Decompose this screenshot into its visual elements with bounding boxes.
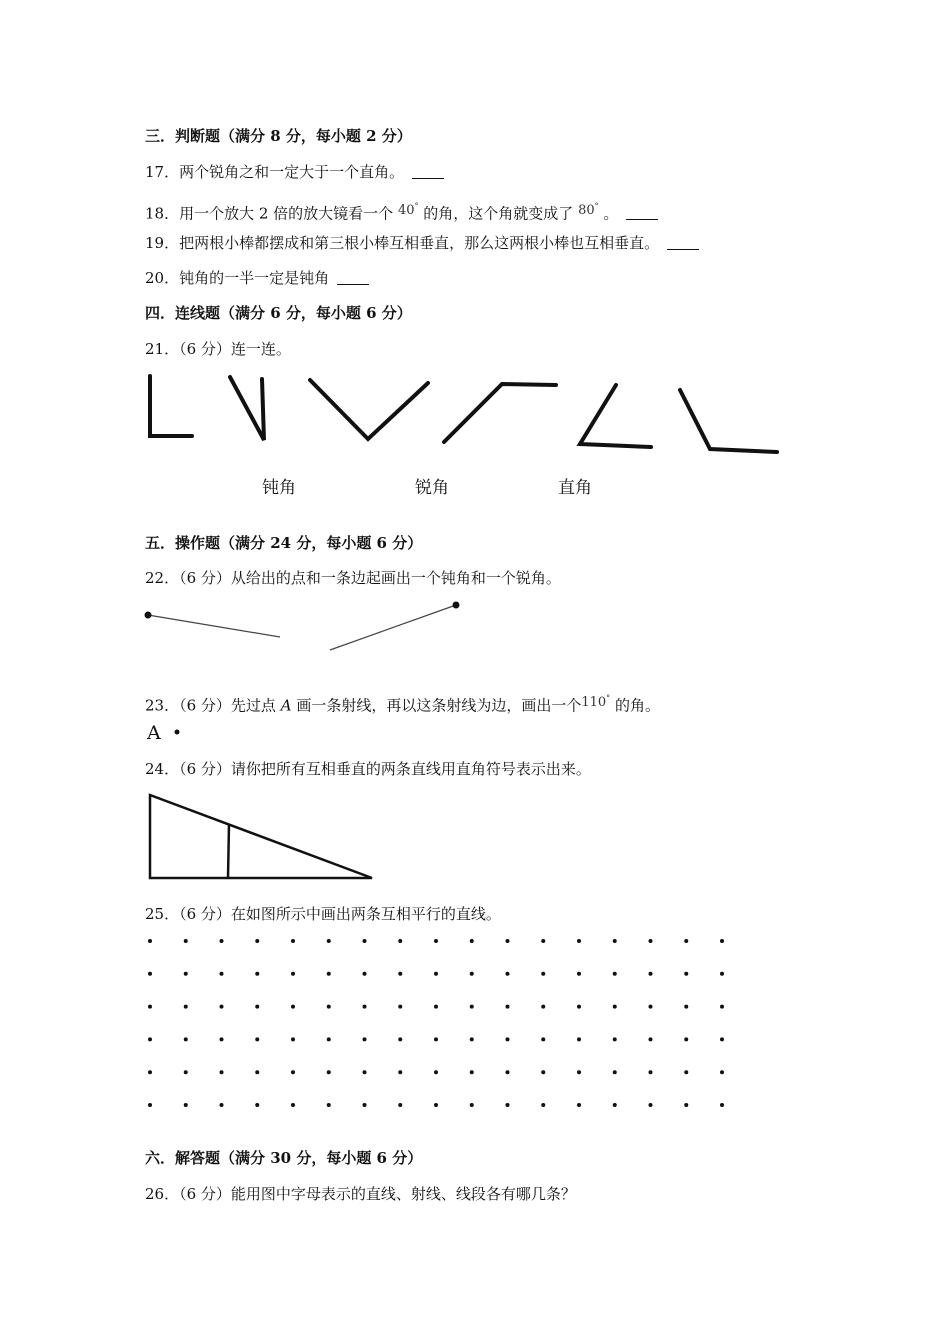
grid-dot[interactable] — [220, 972, 224, 976]
question-19 — [145, 233, 699, 253]
grid-dot[interactable] — [291, 1037, 295, 1041]
grid-dot[interactable] — [220, 1005, 224, 1009]
grid-dot[interactable] — [613, 1037, 617, 1041]
grid-dot[interactable] — [577, 972, 581, 976]
question-23-text-a: 23．（6 分）先过点 — [145, 696, 276, 715]
question-23-text-b: 画一条射线，再以这条射线为边，画出一个 — [296, 696, 582, 715]
grid-dot[interactable] — [541, 1103, 545, 1107]
question-17-text: 17．两个锐角之和一定大于一个直角。 — [145, 163, 405, 181]
grid-dot[interactable] — [470, 1103, 474, 1107]
angle-figure-right-2 — [310, 380, 428, 439]
grid-dot[interactable] — [577, 939, 581, 943]
question-20-text: 20．钝角的一半一定是钝角 — [145, 269, 330, 287]
section-heading-answer: 六．解答题（满分 30 分，每小题 6 分） — [145, 1149, 423, 1167]
grid-dot[interactable] — [148, 1005, 152, 1009]
grid-dot[interactable] — [148, 1103, 152, 1107]
grid-dot[interactable] — [327, 1037, 331, 1041]
given-edge-left — [148, 615, 280, 637]
question-17 — [145, 162, 444, 182]
grid-dot[interactable] — [684, 972, 688, 976]
grid-dot[interactable] — [148, 972, 152, 976]
grid-dot[interactable] — [506, 1070, 510, 1074]
grid-dot[interactable] — [220, 1037, 224, 1041]
question-22: 22．（6 分）从给出的点和一条边起画出一个钝角和一个锐角。 — [145, 569, 561, 587]
grid-dot[interactable] — [613, 972, 617, 976]
angle-110-degree: 110° — [581, 694, 611, 711]
grid-dot[interactable] — [577, 1070, 581, 1074]
grid-dot[interactable] — [255, 939, 259, 943]
grid-dot[interactable] — [363, 1070, 367, 1074]
grid-dot[interactable] — [541, 972, 545, 976]
grid-dot[interactable] — [398, 939, 402, 943]
point-a-dot — [172, 727, 182, 737]
grid-dot[interactable] — [184, 1005, 188, 1009]
grid-dot[interactable] — [291, 1005, 295, 1009]
grid-dot[interactable] — [148, 939, 152, 943]
grid-dot[interactable] — [363, 972, 367, 976]
grid-dot[interactable] — [398, 972, 402, 976]
grid-dot[interactable] — [327, 972, 331, 976]
grid-dot[interactable] — [613, 1005, 617, 1009]
grid-dot[interactable] — [220, 939, 224, 943]
grid-dot[interactable] — [649, 1005, 653, 1009]
grid-dot[interactable] — [506, 972, 510, 976]
angle-80-degree: 80° — [578, 202, 599, 219]
grid-dot[interactable] — [398, 1070, 402, 1074]
right-triangle — [150, 795, 372, 878]
grid-dot[interactable] — [649, 972, 653, 976]
grid-dot[interactable] — [434, 1070, 438, 1074]
question-20 — [145, 268, 369, 288]
grid-dot[interactable] — [684, 1037, 688, 1041]
given-point-right — [453, 602, 460, 609]
grid-dot[interactable] — [470, 939, 474, 943]
grid-dot[interactable] — [541, 1070, 545, 1074]
question-18-text-c: 。 — [603, 204, 619, 223]
angle-figure-acute-1 — [230, 377, 264, 440]
grid-dot[interactable] — [720, 1005, 724, 1009]
grid-dot[interactable] — [184, 1070, 188, 1074]
grid-dot[interactable] — [577, 1005, 581, 1009]
grid-dot[interactable] — [255, 1070, 259, 1074]
question-26: 26．（6 分）能用图中字母表示的直线、射线、线段各有哪几条？ — [145, 1185, 576, 1203]
triangle-figure — [0, 790, 950, 890]
question-23 — [145, 689, 660, 715]
grid-dot[interactable] — [470, 1005, 474, 1009]
section-heading-matching: 四．连线题（满分 6 分，每小题 6 分） — [145, 304, 412, 322]
grid-dot[interactable] — [649, 1037, 653, 1041]
grid-dot[interactable] — [398, 1037, 402, 1041]
grid-dot[interactable] — [184, 972, 188, 976]
grid-dot[interactable] — [148, 1070, 152, 1074]
grid-dot[interactable] — [541, 939, 545, 943]
grid-dot[interactable] — [434, 939, 438, 943]
grid-dot[interactable] — [363, 1103, 367, 1107]
grid-dot[interactable] — [327, 1005, 331, 1009]
grid-dot[interactable] — [649, 939, 653, 943]
grid-dot[interactable] — [327, 939, 331, 943]
grid-dot[interactable] — [684, 1070, 688, 1074]
grid-dot[interactable] — [649, 1070, 653, 1074]
grid-dot[interactable] — [398, 1103, 402, 1107]
grid-dot[interactable] — [184, 939, 188, 943]
grid-dot[interactable] — [148, 1037, 152, 1041]
grid-dot[interactable] — [327, 1070, 331, 1074]
dot-grid[interactable] — [0, 930, 950, 1110]
grid-dot[interactable] — [684, 1103, 688, 1107]
grid-dot[interactable] — [720, 1070, 724, 1074]
question-18-text-b: 的角，这个角就变成了 — [423, 204, 574, 223]
grid-dot[interactable] — [220, 1070, 224, 1074]
grid-dot[interactable] — [184, 1037, 188, 1041]
answer-blank-20[interactable] — [337, 270, 369, 285]
grid-dot[interactable] — [398, 1005, 402, 1009]
grid-dot[interactable] — [434, 1037, 438, 1041]
question-23-text-c: 的角。 — [614, 696, 660, 715]
section-heading-operation: 五．操作题（满分 24 分，每小题 6 分） — [145, 534, 423, 552]
grid-dot[interactable] — [506, 939, 510, 943]
angle-figure-obtuse-2 — [680, 390, 777, 452]
grid-dot[interactable] — [684, 1005, 688, 1009]
grid-dot[interactable] — [577, 1037, 581, 1041]
perpendicular-segment — [228, 824, 229, 878]
grid-dot[interactable] — [649, 1103, 653, 1107]
answer-blank-19[interactable] — [667, 235, 699, 250]
question-19-text: 19．把两根小棒都摆成和第三根小棒互相垂直，那么这两根小棒也互相垂直。 — [145, 234, 660, 252]
grid-dot[interactable] — [291, 939, 295, 943]
label-acute-angle: 锐角 — [415, 478, 449, 498]
grid-dot[interactable] — [434, 972, 438, 976]
grid-dot[interactable] — [184, 1103, 188, 1107]
label-obtuse-angle: 钝角 — [262, 478, 296, 498]
grid-dot[interactable] — [255, 972, 259, 976]
angle-figures — [0, 370, 950, 480]
grid-dot[interactable] — [506, 1037, 510, 1041]
grid-dot[interactable] — [720, 972, 724, 976]
question-18-text-a: 18．用一个放大 2 倍的放大镜看一个 — [145, 204, 394, 223]
grid-dot[interactable] — [327, 1103, 331, 1107]
grid-dot[interactable] — [255, 1005, 259, 1009]
grid-dot[interactable] — [363, 1005, 367, 1009]
angle-figure-obtuse-1 — [444, 384, 556, 442]
grid-dot[interactable] — [470, 1070, 474, 1074]
grid-dot[interactable] — [684, 939, 688, 943]
question-21: 21．（6 分）连一连。 — [145, 340, 291, 358]
label-right-angle: 直角 — [558, 478, 592, 498]
given-point-left — [145, 612, 152, 619]
grid-dot[interactable] — [613, 1103, 617, 1107]
grid-dot[interactable] — [255, 1103, 259, 1107]
grid-dot[interactable] — [255, 1037, 259, 1041]
answer-blank-18[interactable] — [626, 205, 658, 220]
question-25: 25．（6 分）在如图所示中画出两条互相平行的直线。 — [145, 905, 501, 923]
question-18 — [145, 197, 658, 223]
grid-dot[interactable] — [470, 972, 474, 976]
grid-dot[interactable] — [613, 939, 617, 943]
grid-dot[interactable] — [291, 1070, 295, 1074]
section-heading-judgement: 三．判断题（满分 8 分，每小题 2 分） — [145, 127, 412, 145]
angle-40-degree: 40° — [397, 202, 419, 219]
point-a-label: A — [147, 722, 161, 744]
grid-dot[interactable] — [720, 1037, 724, 1041]
given-edge-right — [330, 605, 456, 650]
grid-dot[interactable] — [577, 1103, 581, 1107]
grid-dot[interactable] — [363, 939, 367, 943]
grid-dot[interactable] — [720, 939, 724, 943]
question-22-figure — [0, 595, 950, 655]
angle-figure-right-1 — [150, 376, 192, 436]
grid-dot[interactable] — [291, 1103, 295, 1107]
grid-dot[interactable] — [363, 1037, 367, 1041]
grid-dot[interactable] — [720, 1103, 724, 1107]
grid-dot[interactable] — [506, 1103, 510, 1107]
grid-dot[interactable] — [541, 1037, 545, 1041]
grid-dot[interactable] — [220, 1103, 224, 1107]
grid-dot[interactable] — [470, 1037, 474, 1041]
point-a-label-inline: A — [280, 696, 292, 715]
grid-dot[interactable] — [291, 972, 295, 976]
grid-dot[interactable] — [434, 1005, 438, 1009]
grid-dot[interactable] — [434, 1103, 438, 1107]
question-24: 24．（6 分）请你把所有互相垂直的两条直线用直角符号表示出来。 — [145, 760, 591, 778]
answer-blank-17[interactable] — [412, 164, 444, 179]
grid-dot[interactable] — [613, 1070, 617, 1074]
angle-figure-acute-2 — [580, 385, 651, 447]
grid-dot[interactable] — [506, 1005, 510, 1009]
grid-dot[interactable] — [541, 1005, 545, 1009]
